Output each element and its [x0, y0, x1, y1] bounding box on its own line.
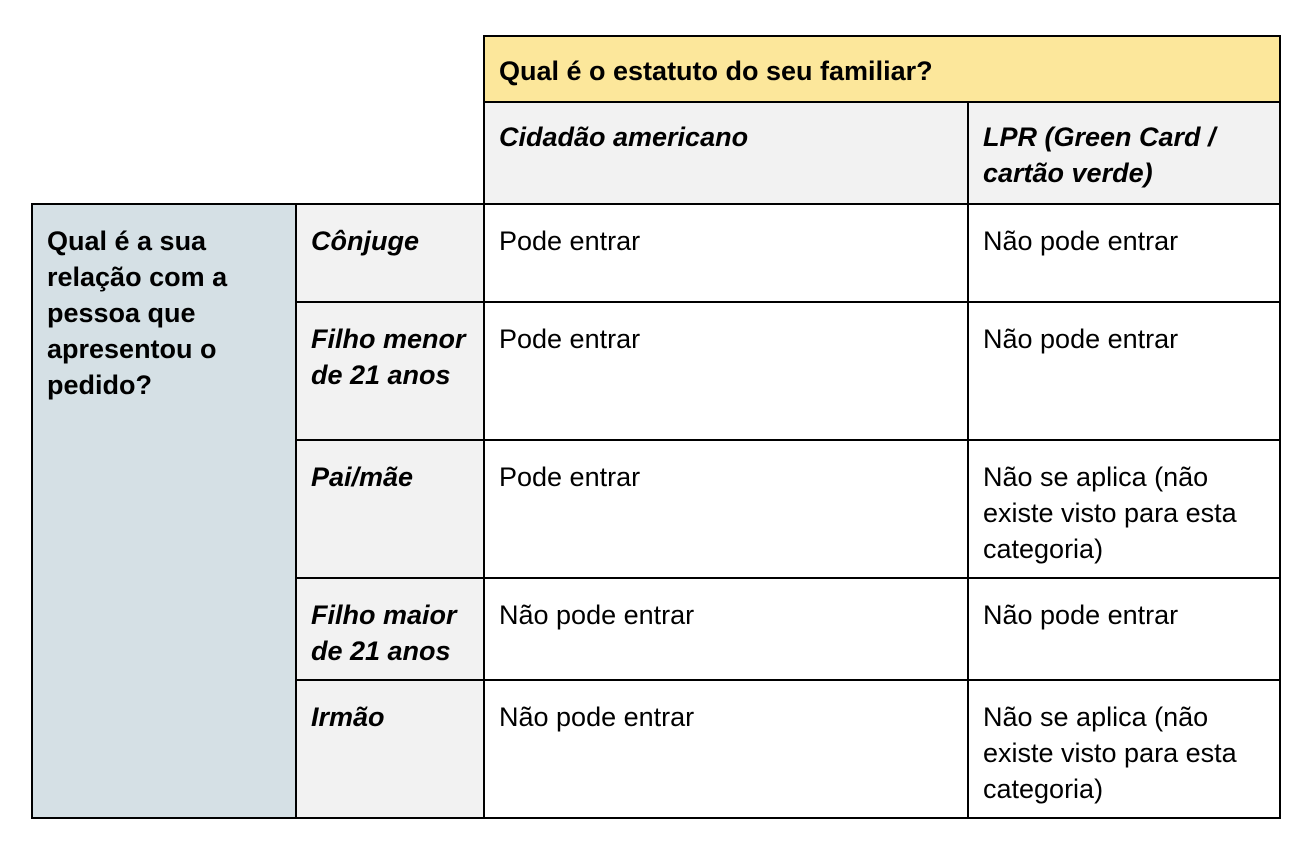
row-label-sibling [295, 679, 485, 819]
family-status-question-text: Qual é o estatuto do seu familiar? [499, 56, 933, 86]
row-label-text: Irmão [311, 702, 385, 732]
cell-value: Não se aplica (não existe visto para esta categoria) [983, 702, 1237, 804]
table-cell [483, 577, 969, 681]
row-label-text: Filho menor de 21 anos [311, 324, 466, 390]
table-cell [483, 301, 969, 441]
table-cell [967, 679, 1281, 819]
row-label-child-under-21 [295, 301, 485, 441]
family-status-question-header [483, 35, 1281, 103]
row-label-parent [295, 439, 485, 579]
column-header-lpr [967, 101, 1281, 205]
table-cell [967, 577, 1281, 681]
cell-value: Não se aplica (não existe visto para esta categoria) [983, 462, 1237, 564]
column-header-us-citizen [483, 101, 969, 205]
row-label-text: Cônjuge [311, 226, 419, 256]
row-label-spouse [295, 203, 485, 303]
table-cell [967, 439, 1281, 579]
table-cell [967, 301, 1281, 441]
cell-value: Não pode entrar [499, 702, 695, 732]
cell-value: Não pode entrar [983, 226, 1179, 256]
table-cell [967, 203, 1281, 303]
table-cell [483, 439, 969, 579]
table-cell [483, 679, 969, 819]
row-label-child-over-21 [295, 577, 485, 681]
cell-value: Pode entrar [499, 324, 641, 354]
row-label-text: Pai/mãe [311, 462, 414, 492]
cell-value: Pode entrar [499, 462, 641, 492]
cell-value: Não pode entrar [983, 324, 1179, 354]
cell-value: Não pode entrar [983, 600, 1179, 630]
column-header-label: Cidadão americano [499, 122, 749, 152]
cell-value: Não pode entrar [499, 600, 695, 630]
table-cell [483, 203, 969, 303]
relation-question-text: Qual é a sua relação com a pessoa que apresentou o pedido? [47, 226, 228, 400]
column-header-label: LPR (Green Card / cartão verde) [983, 122, 1216, 188]
cell-value: Pode entrar [499, 226, 641, 256]
relation-question-header [31, 203, 297, 819]
row-label-text: Filho maior de 21 anos [311, 600, 457, 666]
